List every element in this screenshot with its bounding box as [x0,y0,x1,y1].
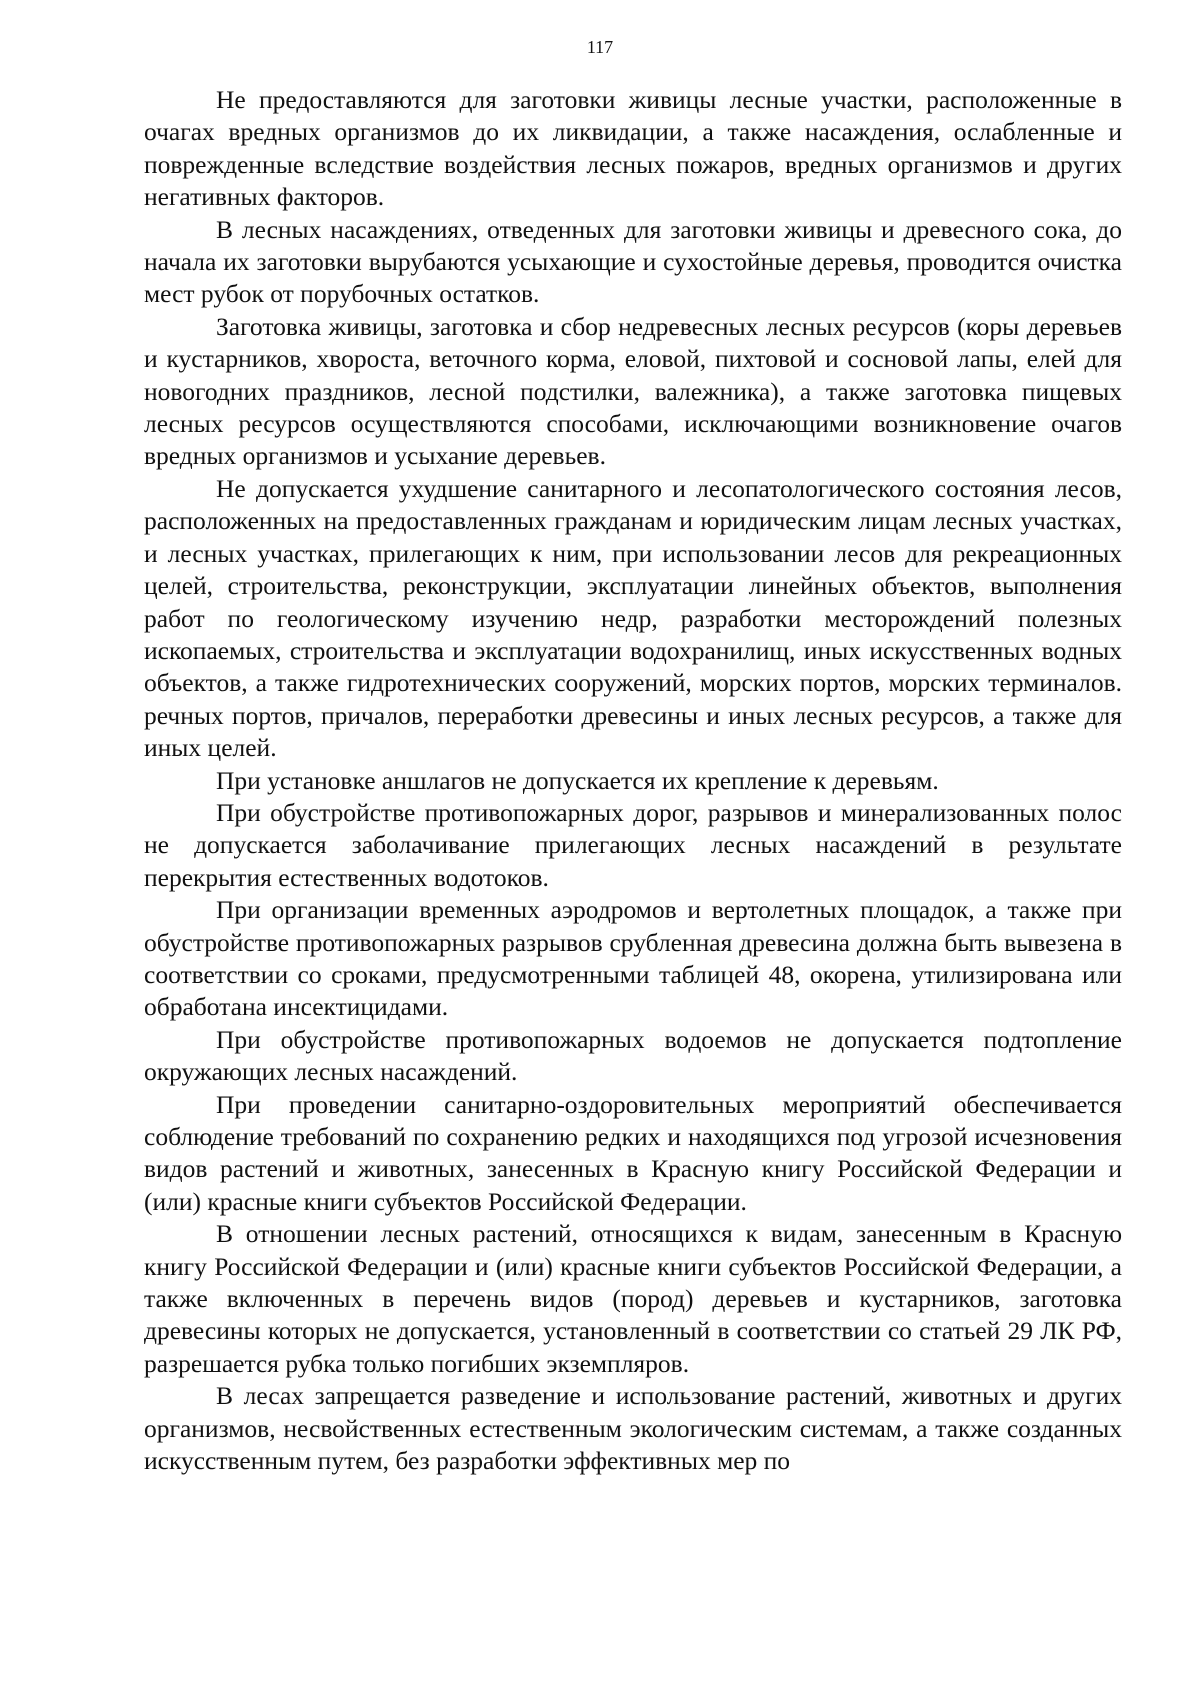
document-body [144,84,1122,1477]
paragraph: При установке аншлагов не допускается их крепление к деревьям. [216,765,939,795]
paragraph: При организации временных аэродромов и вертолетных площадок, а также при обустройстве противопожарных разрывов срубленная древесина должна быть вывезена в соответствии со сроками, предусмотренными таблицей 48, окорена, утилизирована или обработана инсектицидами. [144,895,1122,1022]
paragraph: При обустройстве противопожарных водоемов не допускается подтопление окружающих лесных насаждений. [144,1024,1122,1087]
paragraph: В лесах запрещается разведение и использование растений, животных и других организмов, несвойственных естественным экологическим системам, а также созданных искусственным путем, без разработки эффективных мер по [144,1381,1122,1476]
page-number: 117 [586,37,614,57]
paragraph: При проведении санитарно-оздоровительных мероприятий обеспечивается соблюдение требований по сохранению редких и находящихся под угрозой исчезновения видов растений и животных, занесенных в Красную книгу Российской Федерации и (или) красные книги субъектов Российской Федерации. [144,1089,1122,1216]
paragraph: Заготовка живицы, заготовка и сбор недревесных лесных ресурсов (коры деревьев и кустарников, хвороста, веточного корма, еловой, пихтовой и сосновой лапы, елей для новогодних праздников, лесной подстилки, валежника), а также заготовка пищевых лесных ресурсов осуществляются способами, исключающими возникновение очагов вредных организмов и усыхание деревьев. [144,311,1122,471]
paragraph: Не предоставляются для заготовки живицы лесные участки, расположенные в очагах вредных организмов до их ликвидации, а также насаждения, ослабленные и поврежденные вследствие воздействия лесных пожаров, вредных организмов и других негативных факторов. [144,85,1122,212]
paragraph: В отношении лесных растений, относящихся к видам, занесенным в Красную книгу Российской Федерации и (или) красные книги субъектов Российской Федерации, а также включенных в перечень видов (пород) деревьев и кустарников, заготовка древесины которых не допускается, установленный в соответствии со статьей 29 ЛК РФ, разрешается рубка только погибших экземпляров. [144,1219,1122,1378]
paragraph: Не допускается ухудшение санитарного и лесопатологического состояния лесов, расположенных на предоставленных гражданам и юридическим лицам лесных участках, и лесных участках, прилегающих к ним, при использовании лесов для рекреационных целей, строительства, реконструкции, эксплуатации линейных объектов, выполнения работ по геологическому изучению недр, разработки месторождений полезных ископаемых, строительства и эксплуатации водохранилищ, иных искусственных водных объектов, а также гидротехнических сооружений, морских портов, морских терминалов. речных портов, причалов, переработки древесины и иных лесных ресурсов, а также для иных целей. [144,473,1122,763]
paragraph: В лесных насаждениях, отведенных для заготовки живицы и древесного сока, до начала их заготовки вырубаются усыхающие и сухостойные деревья, проводится очистка мест рубок от порубочных остатков. [144,214,1122,309]
paragraph: При обустройстве противопожарных дорог, разрывов и минерализованных полос не допускается заболачивание прилегающих лесных насаждений в результате перекрытия естественных водотоков. [144,797,1122,892]
